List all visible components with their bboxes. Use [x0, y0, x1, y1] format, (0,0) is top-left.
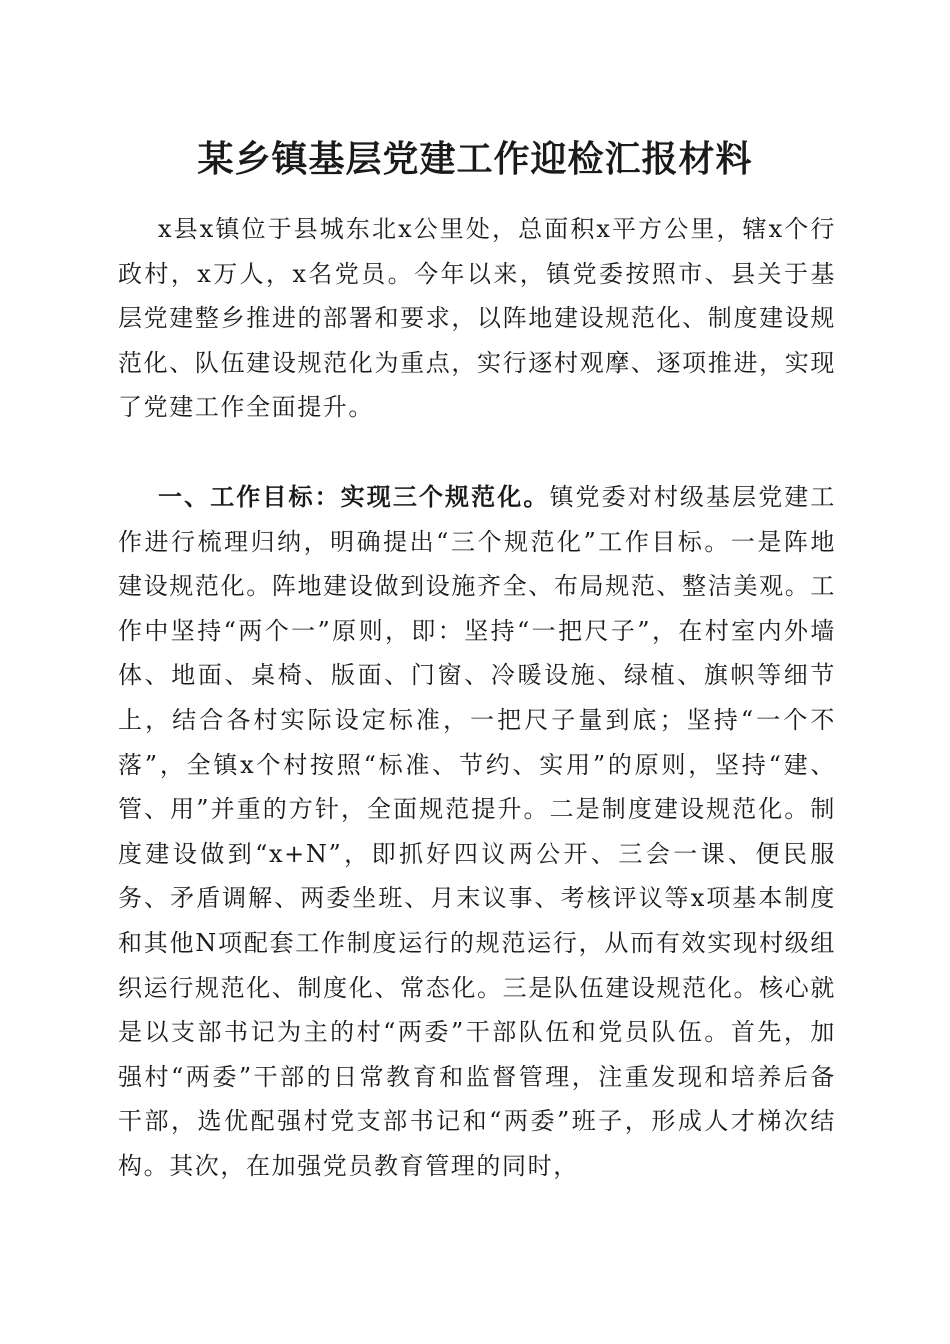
paragraph-intro	[118, 207, 836, 430]
document-title: 某乡镇基层党建工作迎检汇报材料	[197, 138, 753, 180]
paragraph-section-one	[118, 475, 836, 1189]
paragraph-intro-text: x县x镇位于县城东北x公里处，总面积x平方公里，辖x个行政村，x万人，x名党员。今年以来，镇党委按照市、县关于基层党建整乡推进的部署和要求，以阵地建设规范化、制度建设规范化、队伍建设规范化为重点，实行逐村观摩、逐项推进，实现了党建工作全面提升。	[118, 215, 836, 422]
section-one-heading: 一、工作目标：实现三个规范化。	[158, 483, 550, 511]
section-one-text: 镇党委对村级基层党建工作进行梳理归纳，明确提出“三个规范化”工作目标。一是阵地建设规范化。阵地建设做到设施齐全、布局规范、整洁美观。工作中坚持“两个一”原则，即：坚持“一把尺子”，在村室内外墙体、地面、桌椅、版面、门窗、冷暖设施、绿植、旗帜等细节上，结合各村实际设定标准，一把尺子量到底；坚持“一个不落”，全镇x个村按照“标准、节约、实用”的原则，坚持“建、管、用”并重的方针，全面规范提升。二是制度建设规范化。制度建设做到“x+N”，即抓好四议两公开、三会一课、便民服务、矛盾调解、两委坐班、月末议事、考核评议等x项基本制度和其他N项配套工作制度运行的规范运行，从而有效实现村级组织运行规范化、制度化、常态化。三是队伍建设规范化。核心就是以支部书记为主的村“两委”干部队伍和党员队伍。首先，加强村“两委”干部的日常教育和监督管理，注重发现和培养后备干部，选优配强村党支部书记和“两委”班子，形成人才梯次结构。其次，在加强党员教育管理的同时，	[118, 483, 836, 1180]
